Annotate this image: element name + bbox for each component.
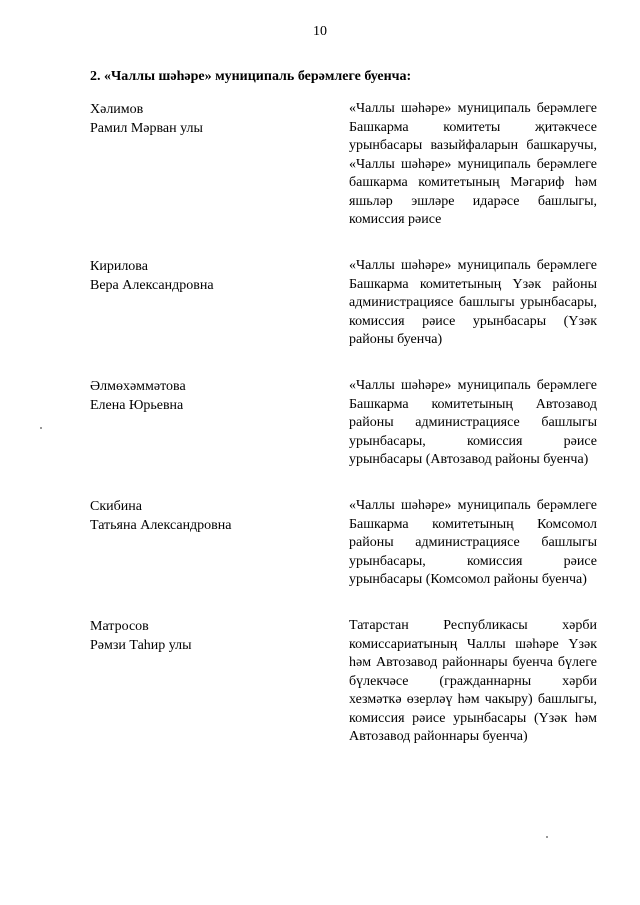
section-title: 2. «Чаллы шәһәре» муниципаль берәмлеге буенча: bbox=[90, 69, 412, 84]
member-given-name: Рамил Мәрван улы bbox=[90, 121, 203, 136]
member-surname: Скибина bbox=[90, 499, 142, 514]
member-position: «Чаллы шәһәре» муниципаль берәмлеге Башкарма комитетының Комсомол районы администрациясе башлыгы урынбасары, комиссия рәисе урынбасары (Комсомол районы буенча) bbox=[349, 498, 597, 587]
member-name bbox=[90, 377, 320, 415]
member-surname: Матросов bbox=[90, 619, 149, 634]
member-given-name: Вера Александровна bbox=[90, 278, 214, 293]
member-position: Татарстан Республикасы хәрби комиссариатының Чаллы шәһәре Үзәк һәм Автозавод районнары буенча бүлеге бүлекчәсе (гражданнарны хәрби хезмәткә өзерләү һәм чакыру) башлыгы, комиссия рәисе урынбасары (Үзәк һәм Автозавод районнары буенча) bbox=[349, 618, 597, 744]
member-given-name: Рәмзи Таһир улы bbox=[90, 638, 192, 653]
scan-speck bbox=[546, 836, 548, 838]
member-name bbox=[90, 100, 320, 138]
member-position: «Чаллы шәһәре» муниципаль берәмлеге Башкарма комитетының Автозавод районы администрациясе башлыгы урынбасары, комиссия рәисе урынбасары (Автозавод районы буенча) bbox=[349, 378, 597, 467]
member-name bbox=[90, 497, 320, 535]
member-position: «Чаллы шәһәре» муниципаль берәмлеге Башкарма комитетының Үзәк районы администрациясе башлыгы урынбасары, комиссия рәисе урынбасары (Үзәк районы буенча) bbox=[349, 258, 597, 347]
member-surname: Әлмөхәммәтова bbox=[90, 379, 186, 394]
member-name bbox=[90, 617, 320, 655]
member-name bbox=[90, 257, 320, 295]
page-number: 10 bbox=[313, 24, 327, 39]
member-given-name: Елена Юрьевна bbox=[90, 398, 184, 413]
scan-speck bbox=[40, 427, 42, 429]
member-surname: Хәлимов bbox=[90, 102, 144, 117]
member-given-name: Татьяна Александровна bbox=[90, 518, 232, 533]
member-surname: Кирилова bbox=[90, 259, 148, 274]
member-position: «Чаллы шәһәре» муниципаль берәмлеге Башкарма комитеты җитәкчесе урынбасары вазыйфаларын башкаручы, «Чаллы шәһәре» муниципаль берәмлеге башкарма комитетының Мәгариф һәм яшьләр эшләре идарәсе башлыгы, комиссия рәисе bbox=[349, 101, 597, 227]
